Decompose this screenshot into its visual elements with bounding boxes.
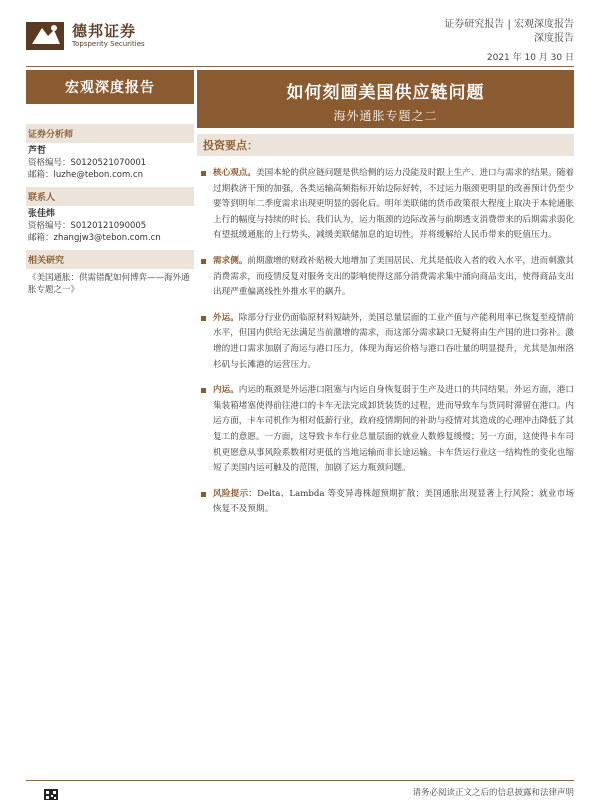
analyst-section-head: 证券分析师 (26, 124, 194, 143)
sidebar (26, 118, 194, 299)
company-name-en: Topsperity Securities (72, 40, 145, 48)
title-banner (197, 70, 574, 128)
report-type (444, 18, 574, 46)
report-category-banner: 宏观深度报告 (26, 70, 194, 104)
bullet-risk-warning (197, 487, 574, 518)
bullet-text: 美国本轮的供应链问题是供给侧的运力没能及时跟上生产、进口与需求的结果。随着过期救济干预的加强，各类运输高频指标开始边际好转，不过运力瓶颈更明显的改善预计仍至少要等到明年二季度需求出现更明显的弱化后。明年美联储的货币政策很大程度上取决于本轮通胀上行的幅度与持续的时长。我们认为，运力瓶颈的边际改善与前期透支消费带来的后期需求弱化有望抵缓通胀的上行势头，减缓美联储加息的迫切性，并将缓解给人民币带来的贬值压力。 (213, 168, 574, 241)
related-research-link[interactable]: 《美国通胀：供需错配如何博弈——海外通胀专题之一》 (28, 273, 190, 295)
bullet-domestic-transport (197, 383, 574, 477)
bullet-label: 内运。 (213, 385, 239, 396)
bullet-square-icon (201, 388, 206, 393)
bullet-text: 前期激增的财政补贴极大地增加了美国居民、尤其是低收入者的收入水平，进而刺激其消费需求，而疫情反复对服务支出的影响使得这部分消费需求集中涌向商品支出，使得商品支出出现严重偏离线性外推水平的飙升。 (213, 255, 574, 298)
page-title: 如何刻画美国供应链问题 (286, 83, 485, 103)
contact-name: 张佳炜 (28, 209, 56, 219)
footer-divider (26, 780, 574, 781)
related-section-head: 相关研究 (26, 250, 194, 269)
company-logo-icon (26, 20, 66, 52)
bullet-text: 除部分行业仍面临原材料短缺外，美国总量层面的工业产值与产能利用率已恢复至疫情前水平，但国内供给无法满足当前激增的需求，而这部分需求缺口无疑将由生产国的进口弥补。激增的进口需求加剧了海运与港口压力，体现为海运价格与港口吞吐量的明显提升，尤其是加州洛杉矶与长滩港的运营压力。 (213, 312, 574, 370)
company-name-cn: 德邦证券 (72, 22, 137, 40)
investment-highlights (197, 134, 574, 518)
qr-code-icon (44, 786, 58, 798)
contact-license: 资格编号：S0120121090005 (28, 221, 147, 231)
bullet-square-icon (201, 316, 206, 321)
bullet-external-transport (197, 311, 574, 373)
footer-disclaimer: 请务必阅读正文之后的信息披露和法律声明 (412, 788, 574, 798)
bullet-demand (197, 254, 574, 301)
bullet-square-icon (201, 492, 206, 497)
contact-email[interactable]: 邮箱：zhangjw3@tebon.com.cn (28, 233, 161, 243)
analyst-name: 芦哲 (28, 146, 47, 156)
contact-info (26, 206, 194, 244)
bullet-square-icon (201, 171, 206, 176)
report-type-line2: 深度报告 (534, 33, 574, 44)
bullet-text: Delta、Lambda 等变异毒株超预期扩散；美国通胀出现显著上行风险；就业市场恢复不及预期。 (213, 488, 574, 515)
bullet-label: 外运。 (213, 312, 239, 323)
page-subtitle: 海外通胀专题之二 (333, 109, 438, 123)
bullet-core-view (197, 166, 574, 244)
company-logo (26, 20, 145, 52)
bullet-label: 需求侧。 (213, 255, 248, 266)
contact-section-head: 联系人 (26, 187, 194, 206)
analyst-info (26, 143, 194, 181)
bullet-square-icon (201, 259, 206, 264)
bullet-text: 内运的瓶颈是外运港口阻塞与内运自身恢复弱于生产及进口的共同结果。外运方面，港口集装箱堵塞使得前往港口的卡车无法完成卸货装货的过程，进而导致车与货同时滞留在港口。内运方面，卡车司机作为相对低薪行业，政府疫情期间的补助与疫情对其造成的心理冲击降低了其复工的意愿。一方面，这导致卡车行业总量层面的就业人数修复缓慢；另一方面，这使得卡车司机更愿意从事风险系数相对更低的当地运输而非长途运输。卡车货运行业这一结构性的变化也缩短了美国内运可触及的范围，加剧了运力瓶颈问题。 (213, 385, 574, 474)
highlights-head: 投资要点： (197, 134, 574, 156)
report-type-line1: 证券研究报告 | 宏观深度报告 (444, 19, 574, 30)
header-divider (26, 66, 574, 67)
bullet-label: 风险提示： (213, 488, 258, 499)
analyst-email[interactable]: 邮箱：luzhe@tebon.com.cn (28, 170, 143, 180)
report-date: 2021 年 10 月 30 日 (486, 53, 574, 63)
analyst-license: 资格编号：S0120521070001 (28, 158, 147, 168)
bullet-label: 核心观点。 (213, 168, 256, 178)
